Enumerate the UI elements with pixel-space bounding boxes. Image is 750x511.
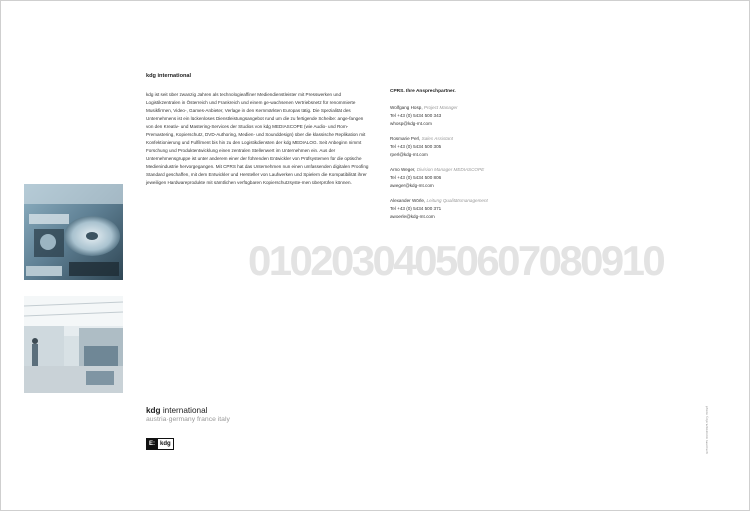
contacts-list [390, 104, 540, 228]
contact-email: whosp@kdg-mt.com [390, 120, 432, 126]
brand-block [146, 406, 230, 423]
contact-name-line [390, 135, 540, 143]
number-sequence: 01020304050607080910 [248, 237, 664, 284]
contact-card [390, 166, 540, 189]
brand-name-bold: kdg [146, 406, 161, 415]
brand-name [146, 406, 230, 415]
brand-name-rest: international [160, 406, 208, 415]
production-hall-photo [24, 296, 123, 393]
photo-credit: photo ©cprs/dominik lauritsch [705, 406, 709, 455]
contact-card [390, 197, 540, 220]
contact-card [390, 135, 540, 158]
kdg-logo [146, 438, 174, 450]
cd-machinery-photo [24, 184, 123, 280]
contact-name: Rosmarie Perl, [390, 135, 421, 141]
contact-email: aweger@kdg-mt.com [390, 182, 434, 188]
contacts-heading: CPRS. Ihre Ansprechpartner. [390, 89, 456, 94]
contact-role: Division Manager MEDIASCOPE [416, 166, 485, 172]
contact-phone: Tel +43 (0) 5434 500 343 [390, 112, 442, 118]
contact-phone: Tel +43 (0) 5434 500 305 [390, 143, 442, 149]
contact-name-line [390, 166, 540, 174]
contact-name: Wolfgang Hosp, [390, 105, 423, 110]
contact-role: Project Manager [423, 105, 458, 110]
brand-countries: austria·germany france italy [146, 416, 230, 423]
contact-card [390, 104, 540, 127]
contact-role: Leitung Qualitätsmanagement [426, 197, 488, 203]
intro-body [146, 91, 371, 187]
logo-symbol: E: [146, 438, 158, 450]
contact-name-line [390, 104, 540, 112]
logo-text: kdg [158, 438, 174, 450]
contact-email: rperl@kdg-mt.com [390, 151, 428, 157]
contact-role: Sales Assistant [421, 135, 453, 141]
contact-email: awoerle@kdg-mt.com [390, 213, 435, 219]
contact-name: Arno Weger, [390, 166, 416, 172]
intro-heading: kdg international [146, 73, 192, 79]
contact-name-line [390, 197, 540, 205]
contact-phone: Tel +43 (0) 5434 500 371 [390, 205, 442, 211]
intro-paragraph: kdg ist seit über zwanzig Jahren als technologieaffiner Mediendienstleister mit Presswerken und Logistikzentralen in Österreich und Frankreich und einem ge-wachsenen Vertriebsnetz für renommierte Musikfirmen, Video-, Games-Anbieter, Verlage in den Kernmärkten Europas tätig. Die Spezialität des Unternehmens ist ein lückenloses Dienstleistungsangebot rund um die zu fertigende Scheibe: ange-fangen von den Kreativ- und Mastering-Services der Studios von kdg MEDIASCOPE (wie Audio- und Rom-Premastering, Kopierschutz, DVD-Authoring, Medien- und Sounddesign) über die klassische Replikation mit Konfektionierung und Fulfilment bis hin zu den Logistikdiensten der kdg MEDIALOG. Seit Anbeginn nimmt Forschung und Produktentwicklung einen zentralen Stellenwert im Unternehmen ein. Aus der Unternehmensgruppe ist unter anderem einer der führenden Entwickler von Prüfsystemen für die optische Medienindustrie hervorgegangen. Mit CPRS hat das Unternehmen nun einen umfassenden digitalen Proofing Standard geschaffen, mit dem Entwickler und Hersteller von Laufwerken und Spielern die Kompatibilität ihrer jeweiligen Hardwareprodukte mit sämtlichen verfügbaren Kopierschutzsyste-men überprüfen können. [146, 92, 369, 185]
contact-phone: Tel +43 (0) 5434 500 806 [390, 174, 442, 180]
contact-name: Alexander Wörle, [390, 197, 426, 203]
